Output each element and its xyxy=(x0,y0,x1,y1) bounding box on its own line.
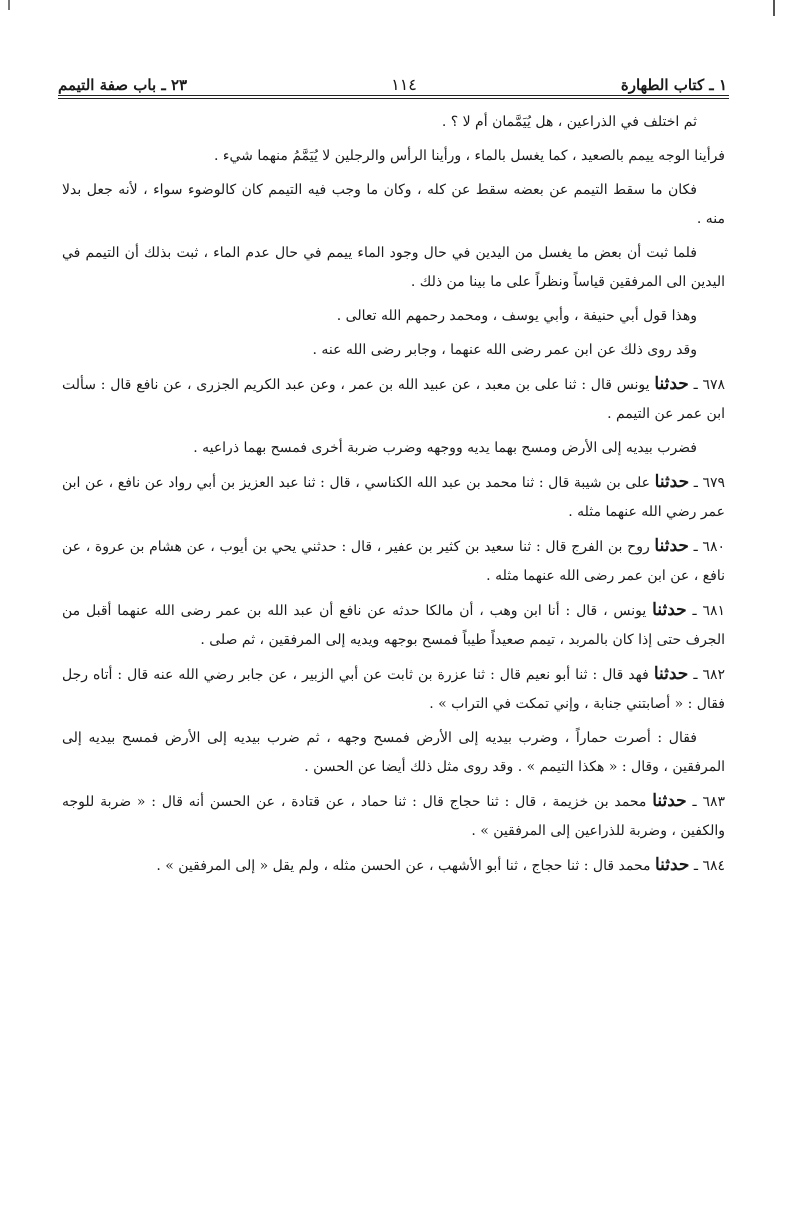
hadith-number: ٦٨١ ـ xyxy=(692,603,725,619)
paragraph: فقال : أصرت حماراً ، وضرب بيديه إلى الأرض فمسح وجهه ، ثم ضرب بيديه إلى الأرض فمسح بيديه إلى المرفقين ، وقال : « هكذا التيمم » . وقد روى مثل ذلك أيضا عن الحسن . xyxy=(62,730,725,775)
hadith-number: ٦٨٤ ـ xyxy=(693,858,725,874)
hadith-text: على بن شيبة قال : ثنا محمد بن عبد الله الكناسي ، قال : ثنا عبد العزيز بن أبي رواد عن نافع ، عن ابن عمر رضي الله عنهما مثله . xyxy=(62,475,725,520)
header-rule xyxy=(58,95,729,99)
header-chapter-title: ٢٣ ـ باب صفة التيمم xyxy=(58,76,188,94)
hadith-keyword: حدثنا xyxy=(654,374,689,394)
hadith-keyword: حدثنا xyxy=(652,600,687,620)
running-header xyxy=(58,60,727,94)
paragraph: وقد روى ذلك عن ابن عمر رضى الله عنهما ، وجابر رضى الله عنه . xyxy=(312,342,697,358)
hadith-keyword: حدثنا xyxy=(653,664,689,684)
hadith-680 xyxy=(62,532,725,591)
hadith-number: ٦٨٠ ـ xyxy=(693,539,725,555)
hadith-keyword: حدثنا xyxy=(654,536,689,556)
paragraph: فلما ثبت أن بعض ما يغسل من اليدين في حال وجود الماء ييمم في حال عدم الماء ، ثبت بذلك أن التيمم في اليدين الى المرفقين قياساً ونظراً على ما بينا من ذلك . xyxy=(62,245,725,290)
hadith-number: ٦٧٨ ـ xyxy=(693,377,726,393)
paragraph: ثم اختلف في الذراعين ، هل يُيَمَّمان أم لا ؟ . xyxy=(441,114,697,130)
scan-mark xyxy=(773,0,775,16)
scan-mark xyxy=(8,0,10,10)
hadith-keyword: حدثنا xyxy=(654,472,690,492)
paragraph: فضرب بيديه إلى الأرض ومسح بهما يديه ووجهه وضرب ضربة أخرى فمسح بهما ذراعيه . xyxy=(193,440,697,456)
hadith-text: روح بن الفرج قال : ثنا سعيد بن كثير بن عفير ، قال : حدثني يحي بن أيوب ، عن هشام بن عروة ، عن نافع ، عن ابن عمر رضى الله عنهما مثله . xyxy=(62,539,725,584)
hadith-text: محمد قال : ثنا حجاج ، ثنا أبو الأشهب ، عن الحسن مثله ، ولم يقل « إلى المرفقين » . xyxy=(156,858,651,874)
hadith-684 xyxy=(62,851,725,881)
paragraph: وهذا قول أبي حنيفة ، وأبي يوسف ، ومحمد رحمهم الله تعالى . xyxy=(336,308,697,324)
header-book-title: ١ ـ كتاب الطهارة xyxy=(620,76,727,94)
hadith-number: ٦٨٢ ـ xyxy=(693,667,725,683)
hadith-text: محمد بن خزيمة ، قال : ثنا حجاج قال : ثنا حماد ، عن قتادة ، عن الحسن أنه قال : « ضربة للوجه والكفين ، وضربة للذراعين إلى المرفقين » . xyxy=(62,794,725,839)
hadith-682 xyxy=(62,660,725,719)
paragraph: فكان ما سقط التيمم عن بعضه سقط عن كله ، وكان ما وجب فيه التيمم كان كالوضوء سواء ، لأنه جعل بدلا منه . xyxy=(62,182,725,227)
hadith-keyword: حدثنا xyxy=(652,791,687,811)
hadith-text: فهد قال : ثنا أبو نعيم قال : ثنا عزرة بن ثابت عن أبي الزبير ، عن جابر رضي الله عنه قال : أتاه رجل فقال : « أصابتني جنابة ، وإني تمكت في التراب » . xyxy=(62,667,725,712)
hadith-text: يونس قال : ثنا على بن معبد ، عن عبيد الله بن عمر ، وعن عبد الكريم الجزرى ، عن نافع قال : سألت ابن عمر عن التيمم . xyxy=(62,377,725,422)
hadith-678 xyxy=(62,370,725,429)
paragraph: فرأينا الوجه ييمم بالصعيد ، كما يغسل بالماء ، ورأينا الرأس والرجلين لا يُيَمَّمُ منهما شيء . xyxy=(214,148,725,164)
page-body xyxy=(62,108,725,886)
hadith-keyword: حدثنا xyxy=(654,855,690,875)
page-number: ١١٤ xyxy=(391,75,417,94)
hadith-number: ٦٧٩ ـ xyxy=(693,475,726,491)
hadith-text: يونس ، قال : أنا ابن وهب ، أن مالكا حدثه عن نافع أن عبد الله بن عمر رضى الله عنهما أقبل من الجرف حتى إذا كان بالمربد ، تيمم صعيداً طيباً فمسح بوجهه ويديه إلى المرفقين ، ثم صلى . xyxy=(62,603,725,648)
hadith-683 xyxy=(62,787,725,846)
hadith-679 xyxy=(62,468,725,527)
hadith-number: ٦٨٣ ـ xyxy=(692,794,725,810)
hadith-681 xyxy=(62,596,725,655)
